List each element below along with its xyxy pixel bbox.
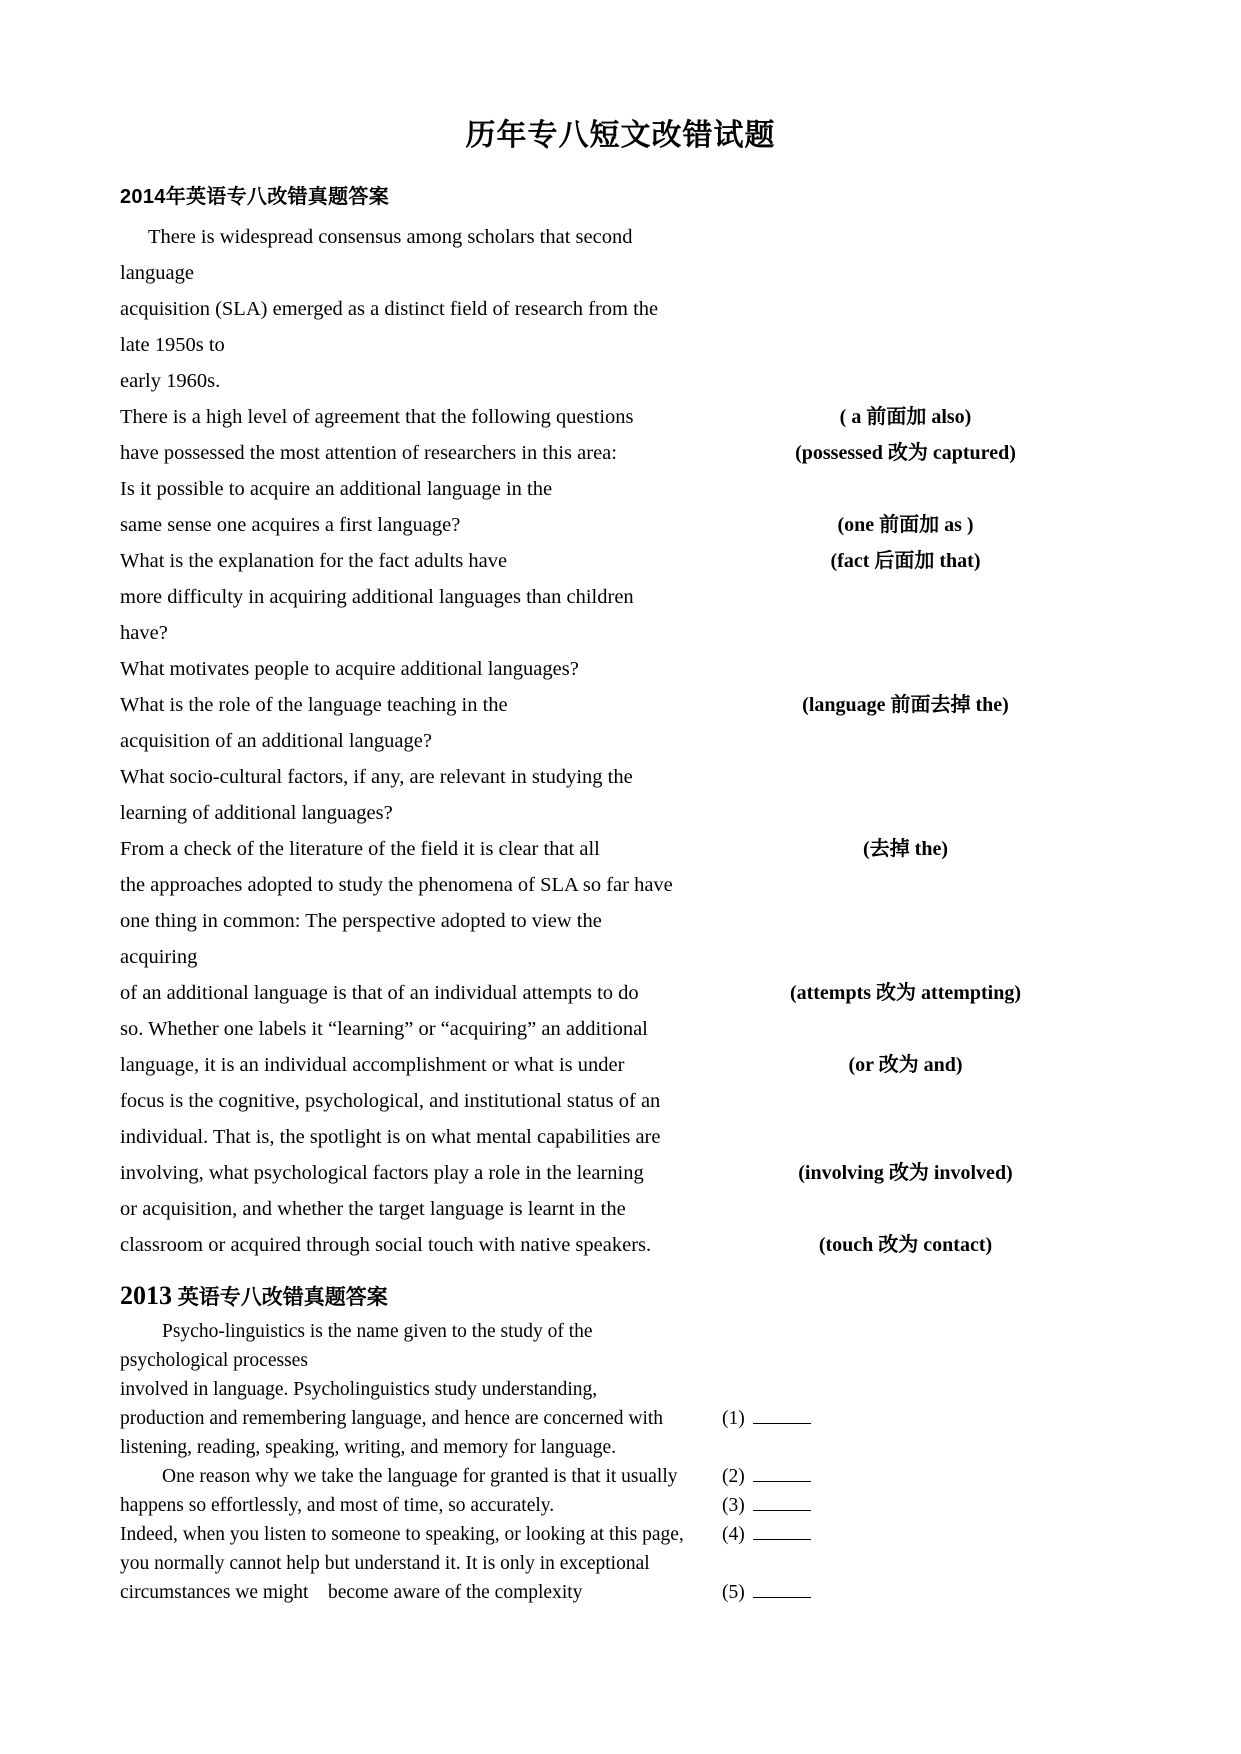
answer-number: (3): [722, 1495, 745, 1516]
answer-slot: [700, 1520, 932, 1549]
section-heading-2013: [120, 1281, 1121, 1311]
line-text: Indeed, when you listen to someone to speaking, or looking at this page,: [120, 1524, 684, 1545]
text-line: [120, 219, 1121, 291]
line-annotation: (or 改为 and): [848, 1054, 963, 1076]
line-text: you normally cannot help but understand it. It is only in exceptional: [120, 1553, 650, 1574]
answer-slot: [700, 1491, 932, 1520]
line-text: one thing in common: The perspective adopted to view the acquiring: [120, 910, 607, 968]
section-2014-body: [120, 219, 1121, 1263]
text-line: [120, 795, 1121, 831]
line-text: so. Whether one labels it “learning” or “acquiring” an additional: [120, 1018, 648, 1040]
text-line: [120, 1119, 1121, 1155]
page-title: 历年专八短文改错试题: [465, 119, 776, 152]
answer-number: (4): [722, 1524, 745, 1545]
text-line: [120, 1047, 1121, 1083]
line-text: acquisition (SLA) emerged as a distinct field of research from the late 1950s to: [120, 298, 664, 356]
text-line: [120, 903, 1121, 975]
text-line: [120, 1404, 1121, 1433]
text-line: [120, 723, 1121, 759]
text-line: [120, 1549, 1121, 1578]
line-annotation: (one 前面加 as ): [837, 514, 974, 536]
text-line: [120, 1578, 1121, 1607]
line-text: the approaches adopted to study the phenomena of SLA so far have: [120, 874, 673, 896]
text-line: [120, 291, 1121, 363]
text-line: [120, 1520, 1121, 1549]
line-text: individual. That is, the spotlight is on what mental capabilities are: [120, 1126, 661, 1148]
line-text: happens so effortlessly, and most of time, so accurately.: [120, 1495, 555, 1516]
line-annotation: (involving 改为 involved): [798, 1162, 1013, 1184]
line-text: classroom or acquired through social touch with native speakers.: [120, 1234, 652, 1256]
line-text: Is it possible to acquire an additional language in the: [120, 478, 553, 500]
answer-slot: [700, 1578, 932, 1607]
answer-blank[interactable]: [753, 1467, 811, 1482]
text-line: [120, 1375, 1121, 1404]
section-heading-2013-year: 2013: [120, 1281, 172, 1310]
answer-blank[interactable]: [753, 1496, 811, 1511]
text-line: [120, 651, 1121, 687]
line-text: or acquisition, and whether the target language is learnt in the: [120, 1198, 626, 1220]
text-line: [120, 507, 1121, 543]
line-text: have possessed the most attention of researchers in this area:: [120, 442, 617, 464]
line-annotation: (去掉 the): [863, 838, 948, 860]
line-annotation: (touch 改为 contact): [818, 1234, 993, 1256]
text-line: [120, 1191, 1121, 1227]
line-text: more difficulty in acquiring additional languages than children have?: [120, 586, 639, 644]
answer-blank[interactable]: [753, 1525, 811, 1540]
text-line: [120, 1083, 1121, 1119]
line-text: of an additional language is that of an individual attempts to do: [120, 982, 639, 1004]
line-text: involving, what psychological factors play a role in the learning: [120, 1162, 644, 1184]
line-text: learning of additional languages?: [120, 802, 393, 824]
text-line: [120, 363, 1121, 399]
answer-number: (1): [722, 1408, 745, 1429]
text-line: [120, 1155, 1121, 1191]
line-text: One reason why we take the language for granted is that it usually: [162, 1466, 678, 1487]
text-line: [120, 1227, 1121, 1263]
text-line: [120, 543, 1121, 579]
line-text: What socio-cultural factors, if any, are relevant in studying the: [120, 766, 633, 788]
line-text: focus is the cognitive, psychological, and institutional status of an: [120, 1090, 661, 1112]
text-line: [120, 435, 1121, 471]
answer-blank[interactable]: [753, 1409, 811, 1424]
line-text: listening, reading, speaking, writing, and memory for language.: [120, 1437, 617, 1458]
answer-number: (5): [722, 1582, 745, 1603]
answer-number: (2): [722, 1466, 745, 1487]
text-line: [120, 759, 1121, 795]
text-line: [120, 1462, 1121, 1491]
text-line: [120, 579, 1121, 651]
line-text: What is the role of the language teaching in the: [120, 694, 508, 716]
text-line: [120, 1317, 1121, 1375]
line-text: acquisition of an additional language?: [120, 730, 432, 752]
line-annotation: (attempts 改为 attempting): [789, 982, 1022, 1004]
line-annotation: ( a 前面加 also): [839, 406, 972, 428]
text-line: [120, 867, 1121, 903]
text-line: [120, 1433, 1121, 1462]
section-heading-2013-label: 英语专八改错真题答案: [177, 1286, 388, 1309]
answer-slot: [700, 1404, 932, 1433]
text-line: [120, 471, 1121, 507]
line-text: language, it is an individual accomplishment or what is under: [120, 1054, 625, 1076]
line-text: There is widespread consensus among scholars that second language: [120, 226, 638, 284]
line-annotation: (language 前面去掉 the): [802, 694, 1009, 716]
line-text: production and remembering language, and hence are concerned with: [120, 1408, 664, 1429]
line-text: What is the explanation for the fact adults have: [120, 550, 508, 572]
text-line: [120, 975, 1121, 1011]
section-2013-body: [120, 1317, 1121, 1607]
answer-blank[interactable]: [753, 1583, 811, 1598]
line-text: early 1960s.: [120, 370, 221, 392]
text-line: [120, 1491, 1121, 1520]
text-line: [120, 1011, 1121, 1047]
line-text: There is a high level of agreement that the following questions: [120, 406, 634, 428]
line-annotation: (possessed 改为 captured): [795, 442, 1016, 464]
line-text: From a check of the literature of the field it is clear that all: [120, 838, 600, 860]
text-line: [120, 687, 1121, 723]
line-text: circumstances we might become aware of the complexity: [120, 1582, 583, 1603]
line-text: involved in language. Psycholinguistics study understanding,: [120, 1379, 598, 1400]
answer-slot: [700, 1462, 932, 1491]
text-line: [120, 831, 1121, 867]
line-text: What motivates people to acquire additional languages?: [120, 658, 579, 680]
line-text: same sense one acquires a first language?: [120, 514, 461, 536]
section-heading-2014: 2014年英语专八改错真题答案: [120, 186, 389, 208]
line-text: Psycho-linguistics is the name given to the study of the psychological processes: [120, 1321, 598, 1371]
line-annotation: (fact 后面加 that): [830, 550, 981, 572]
text-line: [120, 399, 1121, 435]
